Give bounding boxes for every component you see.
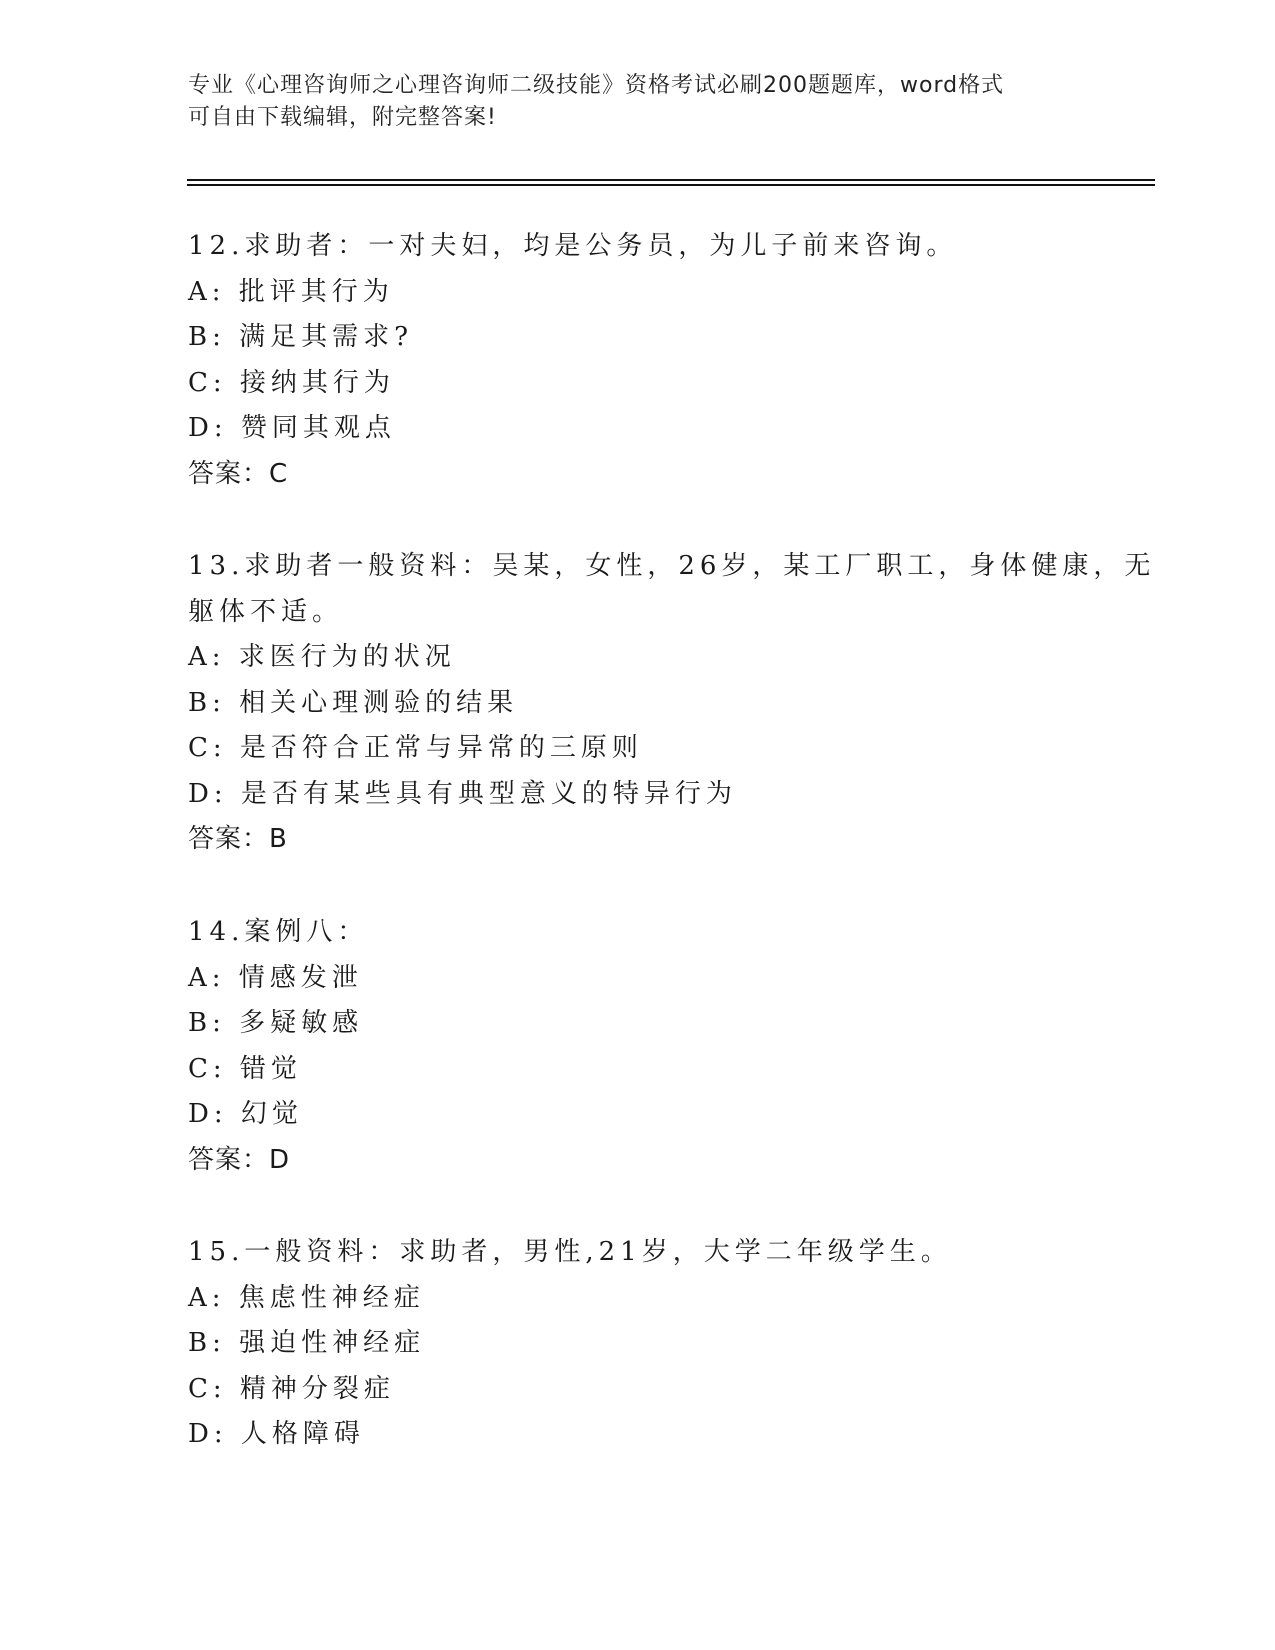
header-line-2: 可自由下载编辑，附完整答案! (188, 105, 497, 130)
option-b: B: 相关心理测验的结果 (188, 687, 519, 718)
header-rule-top (187, 179, 1155, 181)
option-c: C: 接纳其行为 (188, 367, 395, 398)
option-b: B: 满足其需求? (188, 322, 414, 352)
question-14 (188, 910, 1148, 1183)
header-line-1: 专业《心理咨询师之心理咨询师二级技能》资格考试必刷200题题库，word格式 (188, 73, 1005, 98)
option-c: C: 错觉 (188, 1053, 302, 1084)
option-d: D: 赞同其观点 (188, 413, 396, 443)
question-stem: 12.求助者：一对夫妇，均是公务员，为儿子前来咨询。 (188, 231, 958, 261)
question-13 (188, 544, 1156, 863)
answer-line: 答案：B (188, 824, 288, 854)
option-c: C: 是否符合正常与异常的三原则 (188, 733, 643, 763)
option-a: A: 求医行为的状况 (188, 642, 456, 672)
option-d: D: 幻觉 (188, 1099, 303, 1129)
question-12 (188, 224, 1148, 497)
option-d: D: 是否有某些具有典型意义的特异行为 (188, 778, 737, 809)
answer-line: 答案：D (188, 1144, 291, 1175)
question-stem: 15.一般资料：求助者，男性,21岁，大学二年级学生。 (188, 1237, 952, 1267)
header-rule-bottom (187, 184, 1155, 186)
question-stem: 13.求助者一般资料：吴某，女性，26岁，某工厂职工，身体健康，无 躯体不适。 (188, 551, 1156, 627)
option-b: B: 强迫性神经症 (188, 1328, 426, 1358)
option-a: A: 批评其行为 (188, 276, 394, 307)
option-c: C: 精神分裂症 (188, 1373, 395, 1404)
document-header (188, 70, 1088, 134)
option-b: B: 多疑敏感 (188, 1008, 364, 1038)
answer-line: 答案：C (188, 458, 289, 489)
option-d: D: 人格障碍 (188, 1419, 365, 1449)
question-stem: 14.案例八： (188, 917, 369, 947)
option-a: A: 焦虑性神经症 (188, 1282, 425, 1313)
question-15 (188, 1230, 1148, 1458)
option-a: A: 情感发泄 (188, 962, 363, 993)
